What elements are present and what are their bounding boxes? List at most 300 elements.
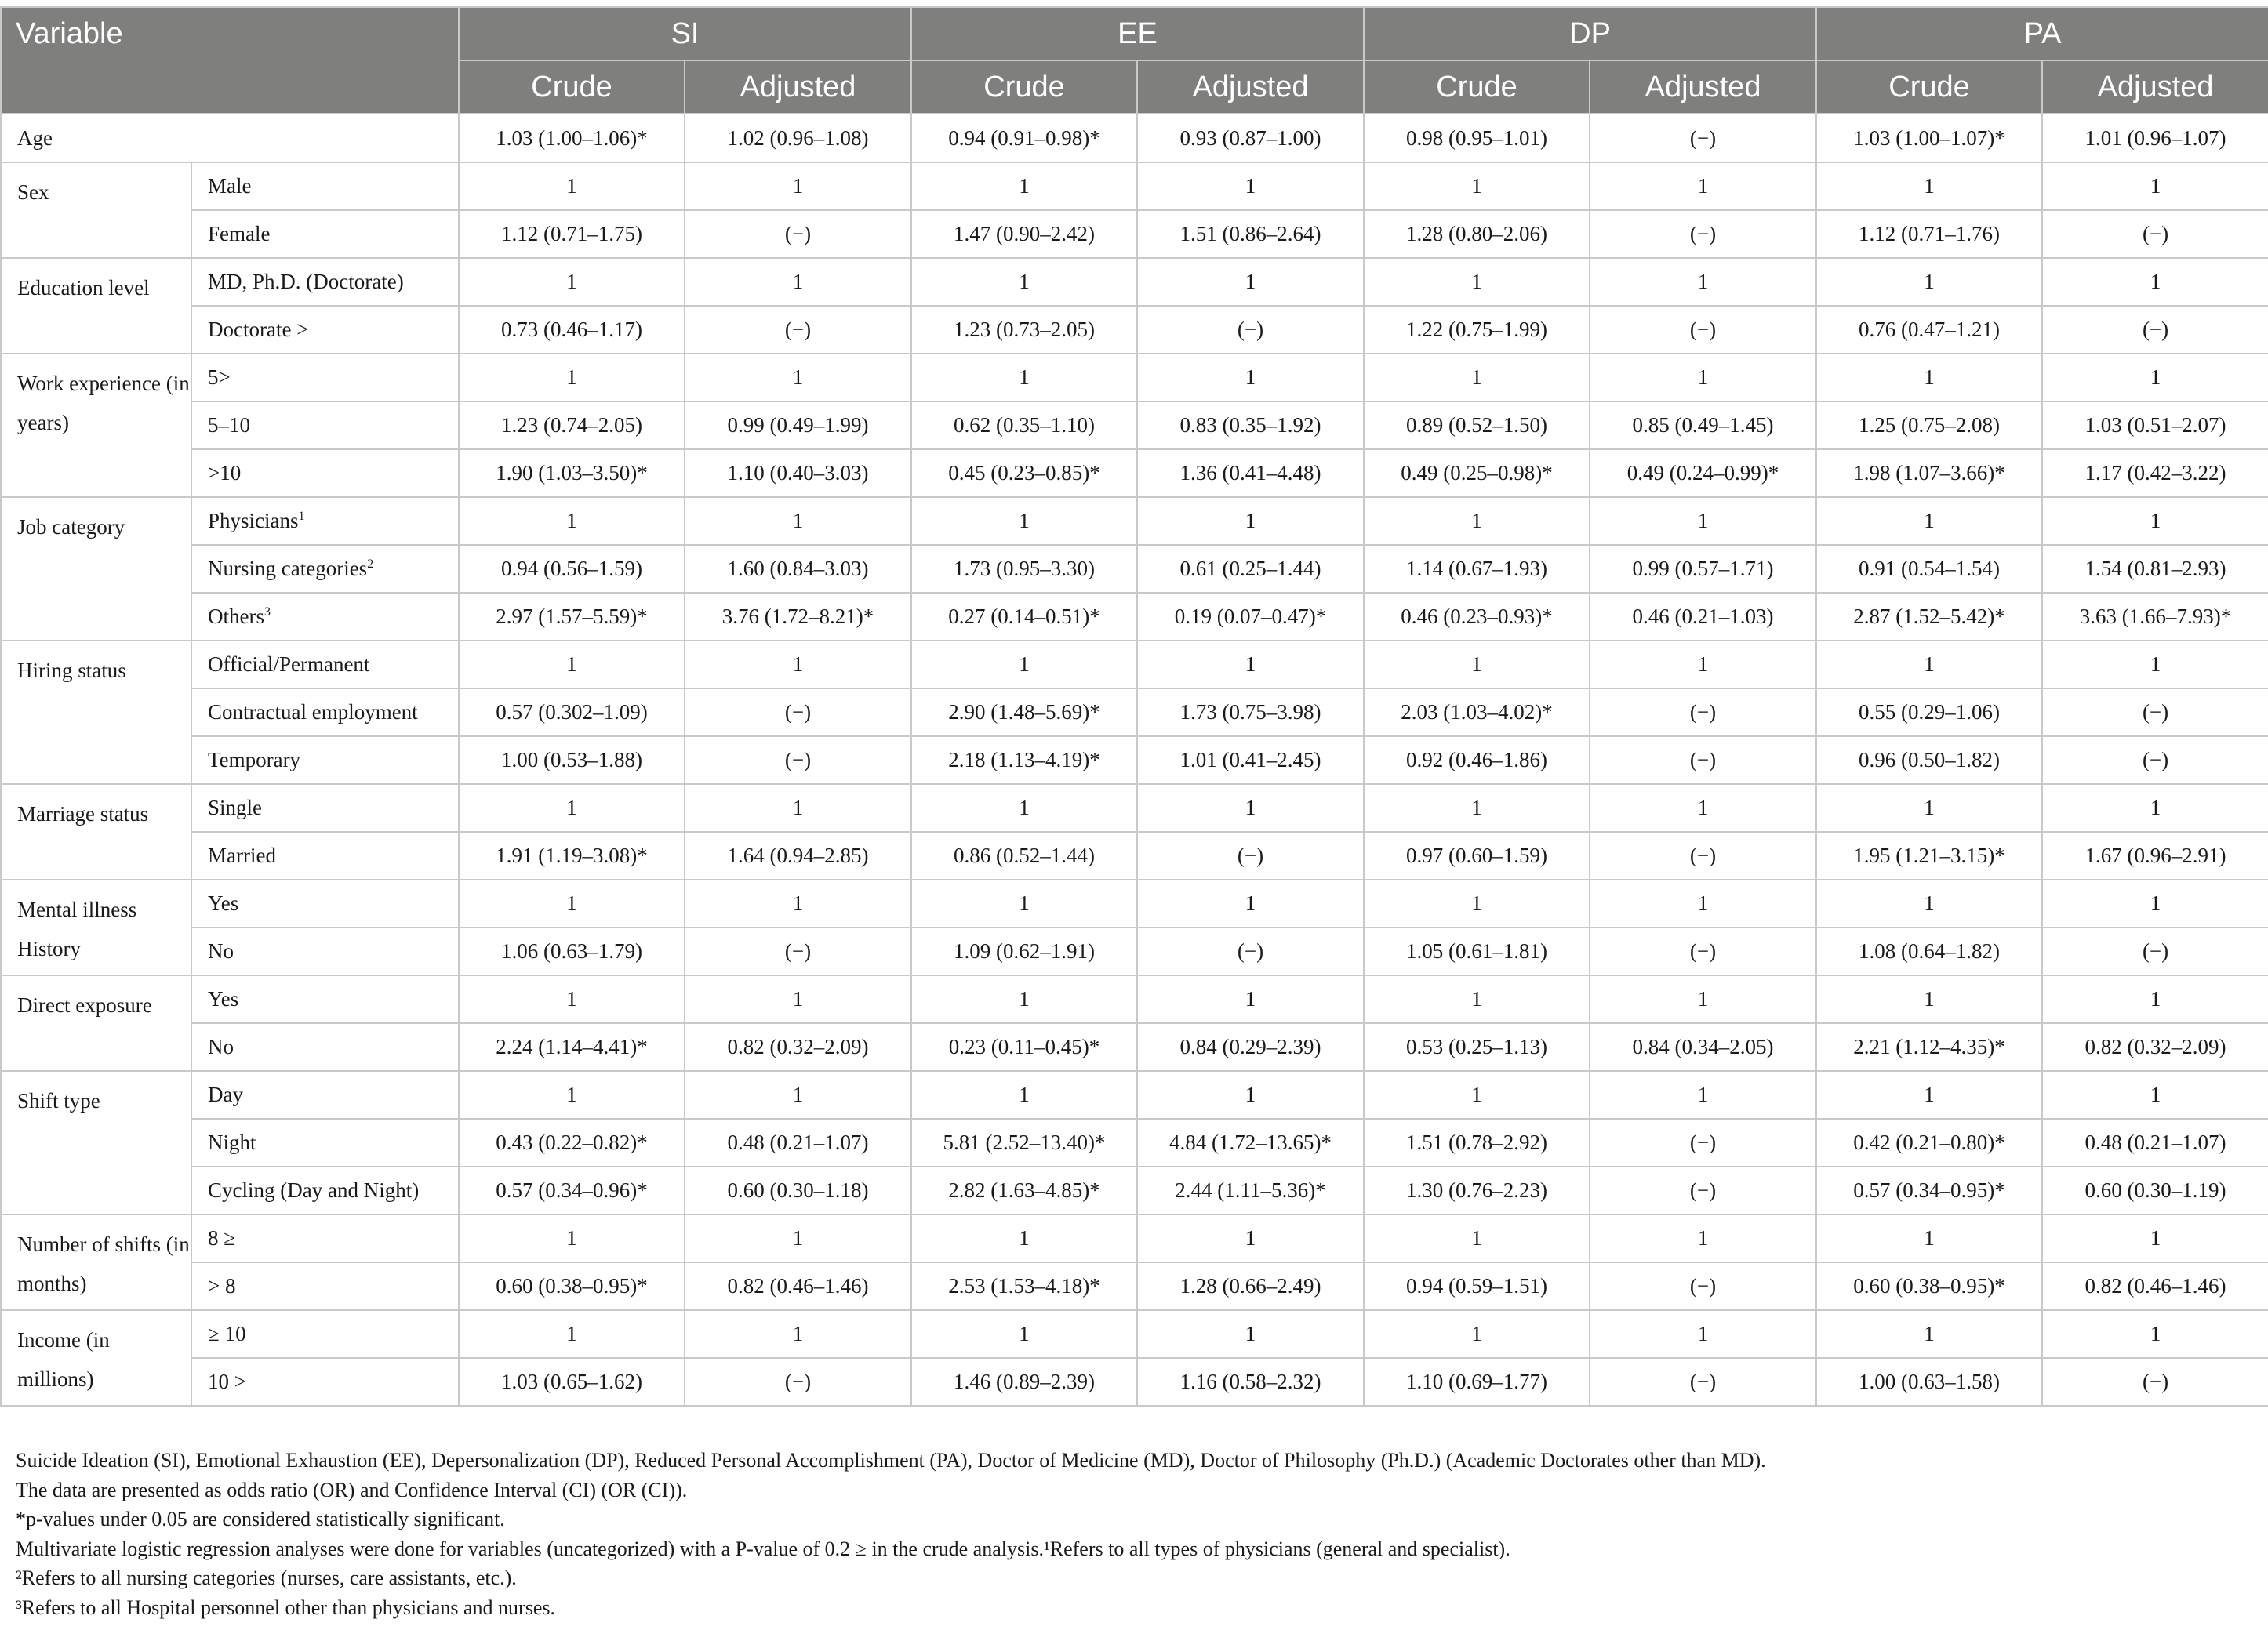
table-cell: 1 bbox=[459, 880, 685, 928]
category-label: Male bbox=[208, 174, 252, 198]
table-cell: 1 bbox=[911, 162, 1137, 210]
footnote-line: The data are presented as odds ratio (OR) and Confidence Interval (CI) (OR (CI)). bbox=[16, 1478, 688, 1501]
table-cell: 0.49 (0.24–0.99)* bbox=[1590, 449, 1816, 497]
table-cell: 0.42 (0.21–0.80)* bbox=[1816, 1119, 2042, 1167]
table-cell: 1.03 (1.00–1.07)* bbox=[1816, 114, 2042, 162]
category-label: No bbox=[208, 939, 234, 963]
table-row bbox=[1, 114, 2268, 162]
table-cell: 1.05 (0.61–1.81) bbox=[1364, 928, 1590, 975]
table-cell: 1 bbox=[1137, 497, 1364, 545]
adjusted-header: Adjusted bbox=[2042, 60, 2268, 114]
row-group-label: Work experience (in years) bbox=[1, 354, 191, 497]
table-cell: 3.76 (1.72–8.21)* bbox=[685, 593, 911, 641]
row-group-label: Job category bbox=[1, 497, 191, 641]
table-cell: 0.49 (0.25–0.98)* bbox=[1364, 449, 1590, 497]
table-cell: (−) bbox=[1590, 306, 1816, 354]
table-row bbox=[1, 975, 2268, 1023]
table-cell: 1.47 (0.90–2.42) bbox=[911, 210, 1137, 258]
table-cell: 0.98 (0.95–1.01) bbox=[1364, 114, 1590, 162]
table-cell: 0.60 (0.38–0.95)* bbox=[1816, 1262, 2042, 1310]
table-cell: 1 bbox=[1590, 975, 1816, 1023]
table-cell: (−) bbox=[1590, 928, 1816, 975]
group-header-si: SI bbox=[459, 7, 911, 60]
table-cell: (−) bbox=[1590, 1167, 1816, 1214]
table-cell: 1 bbox=[1590, 258, 1816, 306]
table-row bbox=[1, 1310, 2268, 1358]
table-cell: (−) bbox=[1137, 832, 1364, 880]
table-cell: 0.96 (0.50–1.82) bbox=[1816, 736, 2042, 784]
crude-header: Crude bbox=[911, 60, 1137, 114]
table-cell: 1 bbox=[459, 1071, 685, 1119]
category-label: Official/Permanent bbox=[208, 652, 370, 676]
table-cell: 1 bbox=[685, 1071, 911, 1119]
category-label: 8 ≥ bbox=[208, 1226, 236, 1250]
table-cell: 0.27 (0.14–0.51)* bbox=[911, 593, 1137, 641]
table-cell: 1.90 (1.03–3.50)* bbox=[459, 449, 685, 497]
odds-ratio-table bbox=[0, 6, 2268, 1407]
table-row bbox=[1, 880, 2268, 928]
table-cell: 1 bbox=[911, 1071, 1137, 1119]
table-cell: 0.60 (0.30–1.19) bbox=[2042, 1167, 2268, 1214]
table-cell: 0.55 (0.29–1.06) bbox=[1816, 688, 2042, 736]
table-cell: 0.57 (0.34–0.96)* bbox=[459, 1167, 685, 1214]
table-cell: 0.82 (0.32–2.09) bbox=[2042, 1023, 2268, 1071]
table-cell: 1 bbox=[911, 258, 1137, 306]
table-cell: (−) bbox=[1590, 688, 1816, 736]
category-label: Cycling (Day and Night) bbox=[208, 1178, 420, 1202]
table-cell: 1 bbox=[1816, 1071, 2042, 1119]
table-cell: 1.51 (0.86–2.64) bbox=[1137, 210, 1364, 258]
table-row bbox=[1, 928, 2268, 975]
row-category bbox=[191, 1071, 459, 1119]
table-cell: 1.64 (0.94–2.85) bbox=[685, 832, 911, 880]
crude-header: Crude bbox=[459, 60, 685, 114]
table-row bbox=[1, 401, 2268, 449]
table-cell: 1.98 (1.07–3.66)* bbox=[1816, 449, 2042, 497]
variable-header: Variable bbox=[1, 7, 459, 114]
table-cell: 1 bbox=[1590, 784, 1816, 832]
row-group-label: Sex bbox=[1, 162, 191, 258]
category-label: Doctorate > bbox=[208, 318, 309, 341]
footnote-line: ³Refers to all Hospital personnel other than physicians and nurses. bbox=[16, 1596, 555, 1619]
table-cell: 1.09 (0.62–1.91) bbox=[911, 928, 1137, 975]
table-cell: 1.54 (0.81–2.93) bbox=[2042, 545, 2268, 593]
table-cell: 1.60 (0.84–3.03) bbox=[685, 545, 911, 593]
table-cell: 1.25 (0.75–2.08) bbox=[1816, 401, 2042, 449]
row-category bbox=[191, 1119, 459, 1167]
table-cell: 1.91 (1.19–3.08)* bbox=[459, 832, 685, 880]
table-cell: 1 bbox=[685, 354, 911, 401]
row-category bbox=[191, 1262, 459, 1310]
category-label: Temporary bbox=[208, 748, 301, 771]
adjusted-header: Adjusted bbox=[1137, 60, 1364, 114]
table-cell: 1 bbox=[1816, 354, 2042, 401]
table-cell: (−) bbox=[1590, 1262, 1816, 1310]
table-cell: 1 bbox=[1364, 258, 1590, 306]
table-row bbox=[1, 258, 2268, 306]
table-row bbox=[1, 1167, 2268, 1214]
table-cell: 1.73 (0.75–3.98) bbox=[1137, 688, 1364, 736]
category-label: Married bbox=[208, 844, 276, 867]
table-cell: 0.99 (0.57–1.71) bbox=[1590, 545, 1816, 593]
table-cell: 1 bbox=[1364, 162, 1590, 210]
table-cell: 1 bbox=[911, 1214, 1137, 1262]
table-cell: 1 bbox=[911, 641, 1137, 688]
row-category bbox=[191, 162, 459, 210]
table-cell: 1 bbox=[459, 784, 685, 832]
row-category bbox=[191, 210, 459, 258]
table-cell: 2.90 (1.48–5.69)* bbox=[911, 688, 1137, 736]
table-cell: 1.00 (0.53–1.88) bbox=[459, 736, 685, 784]
table-cell: 0.85 (0.49–1.45) bbox=[1590, 401, 1816, 449]
table-cell: 1 bbox=[1137, 162, 1364, 210]
table-row bbox=[1, 1262, 2268, 1310]
table-cell: (−) bbox=[685, 1358, 911, 1406]
table-cell: 1.03 (0.51–2.07) bbox=[2042, 401, 2268, 449]
table-cell: 0.84 (0.29–2.39) bbox=[1137, 1023, 1364, 1071]
row-category bbox=[191, 975, 459, 1023]
row-category bbox=[191, 545, 459, 593]
table-row bbox=[1, 1358, 2268, 1406]
table-cell: 2.24 (1.14–4.41)* bbox=[459, 1023, 685, 1071]
row-category bbox=[191, 784, 459, 832]
table-cell: 1 bbox=[1364, 1071, 1590, 1119]
table-cell: 4.84 (1.72–13.65)* bbox=[1137, 1119, 1364, 1167]
table-cell: 1 bbox=[459, 354, 685, 401]
table-cell: 2.87 (1.52–5.42)* bbox=[1816, 593, 2042, 641]
table-cell: 1.00 (0.63–1.58) bbox=[1816, 1358, 2042, 1406]
table-cell: 1.46 (0.89–2.39) bbox=[911, 1358, 1137, 1406]
table-cell: 0.76 (0.47–1.21) bbox=[1816, 306, 2042, 354]
table-cell: 0.23 (0.11–0.45)* bbox=[911, 1023, 1137, 1071]
table-cell: (−) bbox=[2042, 736, 2268, 784]
table-cell: 0.62 (0.35–1.10) bbox=[911, 401, 1137, 449]
table-cell: 1.08 (0.64–1.82) bbox=[1816, 928, 2042, 975]
table-row bbox=[1, 1023, 2268, 1071]
table-cell: 0.82 (0.46–1.46) bbox=[685, 1262, 911, 1310]
table-row bbox=[1, 354, 2268, 401]
table-cell: 1.10 (0.40–3.03) bbox=[685, 449, 911, 497]
row-category bbox=[191, 449, 459, 497]
table-cell: 1 bbox=[1364, 1214, 1590, 1262]
table-cell: 1.51 (0.78–2.92) bbox=[1364, 1119, 1590, 1167]
row-category bbox=[191, 928, 459, 975]
table-cell: 1 bbox=[459, 258, 685, 306]
table-cell: 2.03 (1.03–4.02)* bbox=[1364, 688, 1590, 736]
table-cell: 1 bbox=[2042, 975, 2268, 1023]
table-cell: (−) bbox=[1590, 114, 1816, 162]
table-cell: 1.30 (0.76–2.23) bbox=[1364, 1167, 1590, 1214]
table-cell: 1 bbox=[459, 162, 685, 210]
table-cell: 1.23 (0.73–2.05) bbox=[911, 306, 1137, 354]
table-cell: 1.06 (0.63–1.79) bbox=[459, 928, 685, 975]
table-cell: 0.53 (0.25–1.13) bbox=[1364, 1023, 1590, 1071]
table-cell: 0.57 (0.34–0.95)* bbox=[1816, 1167, 2042, 1214]
table-cell: 1 bbox=[685, 1310, 911, 1358]
table-cell: (−) bbox=[1590, 1119, 1816, 1167]
table-cell: 0.73 (0.46–1.17) bbox=[459, 306, 685, 354]
table-cell: 1 bbox=[1364, 641, 1590, 688]
table-cell: 0.82 (0.32–2.09) bbox=[685, 1023, 911, 1071]
group-header-ee: EE bbox=[911, 7, 1364, 60]
table-row bbox=[1, 497, 2268, 545]
category-label: Nursing categories bbox=[208, 557, 368, 580]
table-cell: 1 bbox=[1137, 354, 1364, 401]
row-category bbox=[191, 354, 459, 401]
table-cell: 2.53 (1.53–4.18)* bbox=[911, 1262, 1137, 1310]
table-cell: 1 bbox=[1364, 880, 1590, 928]
table-cell: 1.36 (0.41–4.48) bbox=[1137, 449, 1364, 497]
category-label: > 8 bbox=[208, 1274, 236, 1298]
table-cell: (−) bbox=[685, 210, 911, 258]
table-cell: 1.28 (0.80–2.06) bbox=[1364, 210, 1590, 258]
table-row bbox=[1, 449, 2268, 497]
table-cell: 0.48 (0.21–1.07) bbox=[2042, 1119, 2268, 1167]
table-cell: 0.92 (0.46–1.86) bbox=[1364, 736, 1590, 784]
table-cell: 0.91 (0.54–1.54) bbox=[1816, 545, 2042, 593]
table-cell: 1.23 (0.74–2.05) bbox=[459, 401, 685, 449]
table-cell: 1 bbox=[685, 258, 911, 306]
table-cell: 2.18 (1.13–4.19)* bbox=[911, 736, 1137, 784]
category-label: Others bbox=[208, 604, 264, 628]
group-header-pa: PA bbox=[1816, 7, 2268, 60]
table-cell: 1 bbox=[2042, 880, 2268, 928]
table-cell: 1 bbox=[1137, 1310, 1364, 1358]
table-cell: 1.02 (0.96–1.08) bbox=[685, 114, 911, 162]
table-cell: 1 bbox=[1590, 1214, 1816, 1262]
category-label: 5–10 bbox=[208, 413, 250, 437]
row-category bbox=[191, 593, 459, 641]
table-row bbox=[1, 1071, 2268, 1119]
table-cell: 1 bbox=[2042, 641, 2268, 688]
table-cell: 1 bbox=[911, 354, 1137, 401]
category-label: MD, Ph.D. (Doctorate) bbox=[208, 270, 404, 293]
table-cell: 1 bbox=[2042, 1310, 2268, 1358]
table-cell: (−) bbox=[685, 306, 911, 354]
table-cell: 0.43 (0.22–0.82)* bbox=[459, 1119, 685, 1167]
table-cell: 0.83 (0.35–1.92) bbox=[1137, 401, 1364, 449]
table-cell: (−) bbox=[685, 736, 911, 784]
table-cell: 1 bbox=[2042, 258, 2268, 306]
table-row bbox=[1, 162, 2268, 210]
table-cell: 1 bbox=[1590, 354, 1816, 401]
table-cell: 0.84 (0.34–2.05) bbox=[1590, 1023, 1816, 1071]
table-cell: 2.82 (1.63–4.85)* bbox=[911, 1167, 1137, 1214]
table-cell: 1 bbox=[459, 975, 685, 1023]
table-cell: 0.93 (0.87–1.00) bbox=[1137, 114, 1364, 162]
crude-header: Crude bbox=[1364, 60, 1590, 114]
row-category bbox=[191, 1023, 459, 1071]
table-cell: (−) bbox=[2042, 688, 2268, 736]
table-cell: 1 bbox=[1364, 784, 1590, 832]
table-cell: 1.67 (0.96–2.91) bbox=[2042, 832, 2268, 880]
row-group-label: Direct exposure bbox=[1, 975, 191, 1071]
table-cell: 1 bbox=[685, 784, 911, 832]
table-cell: 0.97 (0.60–1.59) bbox=[1364, 832, 1590, 880]
table-cell: 1 bbox=[1590, 880, 1816, 928]
table-cell: 1 bbox=[1364, 1310, 1590, 1358]
table-cell: 1 bbox=[911, 497, 1137, 545]
row-category bbox=[191, 1310, 459, 1358]
table-cell: 1 bbox=[1137, 784, 1364, 832]
adjusted-header: Adjusted bbox=[685, 60, 911, 114]
table-cell: 1.73 (0.95–3.30) bbox=[911, 545, 1137, 593]
table-cell: (−) bbox=[1137, 928, 1364, 975]
table-cell: 1 bbox=[1137, 880, 1364, 928]
table-cell: 1.95 (1.21–3.15)* bbox=[1816, 832, 2042, 880]
table-cell: 0.86 (0.52–1.44) bbox=[911, 832, 1137, 880]
table-cell: 1 bbox=[685, 162, 911, 210]
table-cell: 5.81 (2.52–13.40)* bbox=[911, 1119, 1137, 1167]
table-cell: 1 bbox=[1137, 975, 1364, 1023]
table-cell: (−) bbox=[2042, 210, 2268, 258]
table-cell: 1.17 (0.42–3.22) bbox=[2042, 449, 2268, 497]
table-cell: 0.99 (0.49–1.99) bbox=[685, 401, 911, 449]
footnote-marker: 3 bbox=[264, 605, 271, 619]
table-cell: 1 bbox=[685, 641, 911, 688]
row-category bbox=[191, 832, 459, 880]
row-group-label: Income (in millions) bbox=[1, 1310, 191, 1406]
table-row bbox=[1, 832, 2268, 880]
table-cell: 0.46 (0.23–0.93)* bbox=[1364, 593, 1590, 641]
table-cell: 1 bbox=[1590, 1310, 1816, 1358]
footnote-line: Suicide Ideation (SI), Emotional Exhaustion (EE), Depersonalization (DP), Reduced Personal Accomplishment (PA), Doctor of Medicine (MD), Doctor of Philosophy (Ph.D.) (Academic Doctorates other than MD). bbox=[16, 1449, 1766, 1472]
table-row bbox=[1, 210, 2268, 258]
table-cell: 0.46 (0.21–1.03) bbox=[1590, 593, 1816, 641]
table-cell: (−) bbox=[1137, 306, 1364, 354]
table-cell: 1 bbox=[1137, 1071, 1364, 1119]
row-category bbox=[191, 880, 459, 928]
table-cell: 1.10 (0.69–1.77) bbox=[1364, 1358, 1590, 1406]
footnote-line: ²Refers to all nursing categories (nurses, care assistants, etc.). bbox=[16, 1566, 517, 1589]
table-cell: 1 bbox=[459, 1310, 685, 1358]
table-cell: 1.16 (0.58–2.32) bbox=[1137, 1358, 1364, 1406]
table-cell: 1 bbox=[2042, 354, 2268, 401]
table-cell: 0.89 (0.52–1.50) bbox=[1364, 401, 1590, 449]
table-cell: 1 bbox=[1816, 162, 2042, 210]
table-row bbox=[1, 784, 2268, 832]
table-cell: 2.44 (1.11–5.36)* bbox=[1137, 1167, 1364, 1214]
row-category bbox=[191, 1214, 459, 1262]
table-cell: (−) bbox=[1590, 210, 1816, 258]
table-cell: (−) bbox=[2042, 306, 2268, 354]
table-cell: 1 bbox=[2042, 497, 2268, 545]
table-cell: 1.03 (0.65–1.62) bbox=[459, 1358, 685, 1406]
footnote-marker: 2 bbox=[367, 557, 374, 571]
row-group-label: Hiring status bbox=[1, 641, 191, 784]
category-label: 10 > bbox=[208, 1370, 246, 1393]
row-group-label: Mental illness History bbox=[1, 880, 191, 975]
category-label: Single bbox=[208, 796, 263, 819]
table-cell: 1 bbox=[1137, 258, 1364, 306]
table-cell: 1 bbox=[685, 1214, 911, 1262]
table-cell: 0.45 (0.23–0.85)* bbox=[911, 449, 1137, 497]
table-cell: 0.61 (0.25–1.44) bbox=[1137, 545, 1364, 593]
table-cell: 1.22 (0.75–1.99) bbox=[1364, 306, 1590, 354]
table-cell: 0.94 (0.91–0.98)* bbox=[911, 114, 1137, 162]
table-cell: 1.01 (0.96–1.07) bbox=[2042, 114, 2268, 162]
table-cell: 0.48 (0.21–1.07) bbox=[685, 1119, 911, 1167]
table-cell: 1 bbox=[1816, 258, 2042, 306]
row-category bbox=[191, 1358, 459, 1406]
table-cell: 1 bbox=[1590, 162, 1816, 210]
footnote-line: Multivariate logistic regression analyses were done for variables (uncategorized) with a P-value of 0.2 ≥ in the crude analysis.¹Refers to all types of physicians (general and specialist). bbox=[16, 1537, 1510, 1560]
table-cell: 1.12 (0.71–1.75) bbox=[459, 210, 685, 258]
table-cell: 1 bbox=[1816, 497, 2042, 545]
table-cell: 1 bbox=[1816, 641, 2042, 688]
table-row bbox=[1, 1214, 2268, 1262]
table-cell: 1 bbox=[911, 880, 1137, 928]
table-footnotes bbox=[16, 1446, 2251, 1622]
table-cell: 0.60 (0.38–0.95)* bbox=[459, 1262, 685, 1310]
table-row bbox=[1, 688, 2268, 736]
table-row bbox=[1, 306, 2268, 354]
row-group-label: Number of shifts (in months) bbox=[1, 1214, 191, 1310]
category-label: Night bbox=[208, 1131, 256, 1154]
table-cell: 0.60 (0.30–1.18) bbox=[685, 1167, 911, 1214]
table-cell: (−) bbox=[685, 688, 911, 736]
table-cell: 0.19 (0.07–0.47)* bbox=[1137, 593, 1364, 641]
table-cell: 3.63 (1.66–7.93)* bbox=[2042, 593, 2268, 641]
row-category bbox=[191, 306, 459, 354]
table-row bbox=[1, 593, 2268, 641]
table-row bbox=[1, 545, 2268, 593]
table-cell: 1 bbox=[1364, 975, 1590, 1023]
table-cell: 1 bbox=[1590, 1071, 1816, 1119]
crude-header: Crude bbox=[1816, 60, 2042, 114]
row-category bbox=[191, 1167, 459, 1214]
category-label: 5> bbox=[208, 365, 231, 389]
table-cell: (−) bbox=[1590, 736, 1816, 784]
row-category bbox=[191, 258, 459, 306]
table-cell: 1 bbox=[911, 975, 1137, 1023]
category-label: Day bbox=[208, 1083, 243, 1106]
table-cell: 1.28 (0.66–2.49) bbox=[1137, 1262, 1364, 1310]
table-cell: 1 bbox=[1816, 975, 2042, 1023]
category-label: No bbox=[208, 1035, 234, 1058]
row-group-label: Marriage status bbox=[1, 784, 191, 880]
category-label: Yes bbox=[208, 891, 239, 915]
table-cell: 1.12 (0.71–1.76) bbox=[1816, 210, 2042, 258]
table-cell: 1 bbox=[459, 1214, 685, 1262]
table-cell: 1 bbox=[685, 975, 911, 1023]
table-cell: 1 bbox=[911, 1310, 1137, 1358]
category-label: ≥ 10 bbox=[208, 1322, 246, 1345]
table-cell: 1 bbox=[1816, 880, 2042, 928]
table-body bbox=[1, 114, 2268, 1406]
table-cell: 1 bbox=[1590, 641, 1816, 688]
group-header-dp: DP bbox=[1364, 7, 1816, 60]
table-cell: 1.03 (1.00–1.06)* bbox=[459, 114, 685, 162]
table-cell: 1 bbox=[685, 880, 911, 928]
table-row bbox=[1, 641, 2268, 688]
table-cell: 0.94 (0.56–1.59) bbox=[459, 545, 685, 593]
table-cell: (−) bbox=[2042, 1358, 2268, 1406]
table-cell: 1 bbox=[1364, 497, 1590, 545]
table-cell: (−) bbox=[1590, 1358, 1816, 1406]
table-cell: 1 bbox=[1364, 354, 1590, 401]
table-cell: 1 bbox=[1590, 497, 1816, 545]
table-header bbox=[1, 7, 2268, 114]
table-cell: 1 bbox=[1816, 784, 2042, 832]
row-label: Age bbox=[1, 114, 459, 162]
table-row bbox=[1, 736, 2268, 784]
table-cell: 0.94 (0.59–1.51) bbox=[1364, 1262, 1590, 1310]
category-label: Physicians bbox=[208, 509, 299, 532]
table-cell: (−) bbox=[685, 928, 911, 975]
category-label: Yes bbox=[208, 987, 239, 1011]
row-category bbox=[191, 497, 459, 545]
